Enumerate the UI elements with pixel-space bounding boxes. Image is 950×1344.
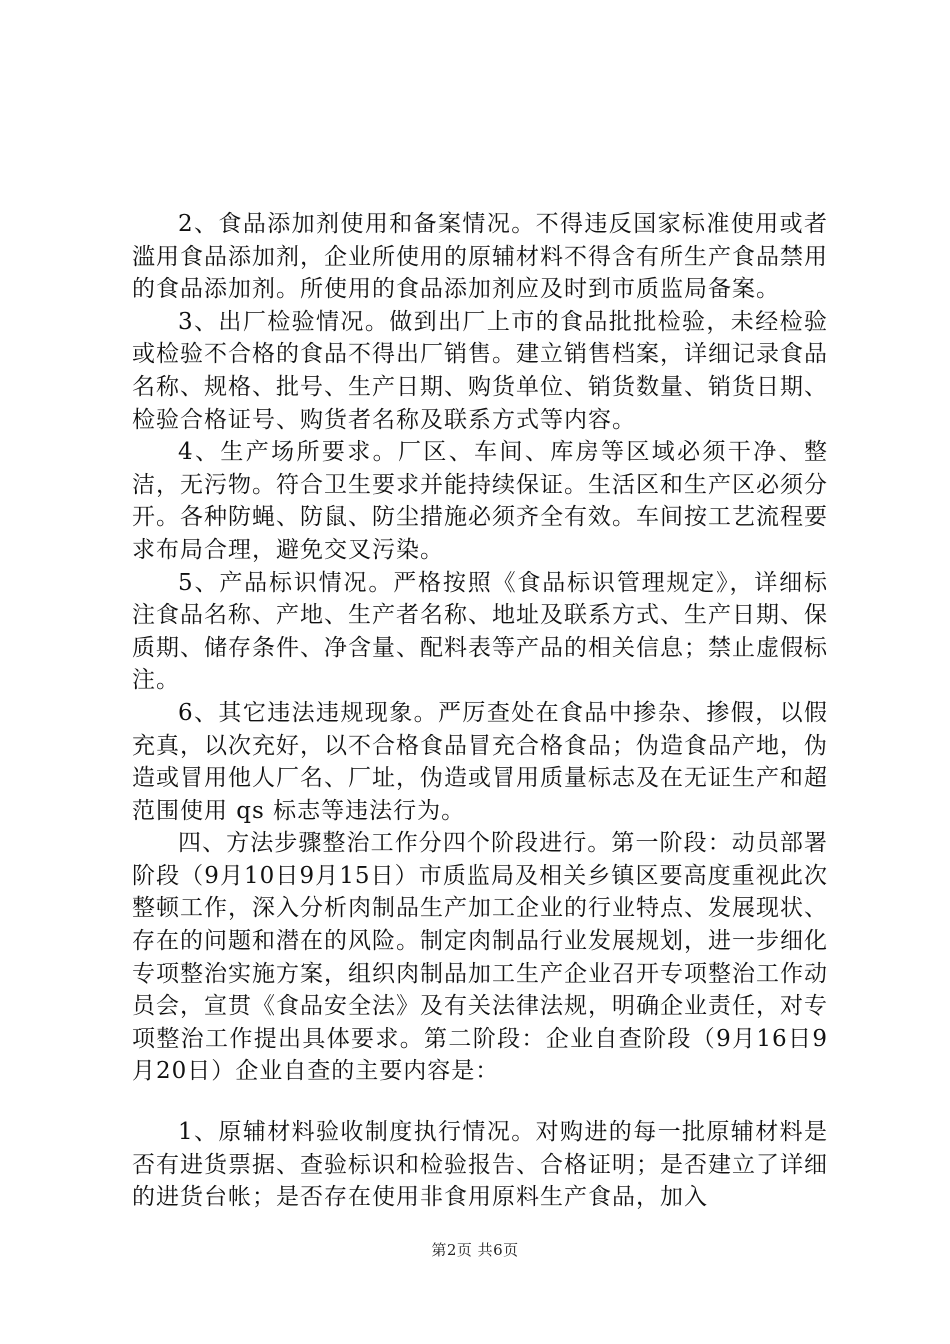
paragraph-other-violations: 6、其它违法违规现象。严厉查处在食品中掺杂、掺假，以假充真，以次充好，以不合格食品冒充合格食品；伪造食品产地，伪造或冒用他人厂名、厂址，伪造或冒用质量标志及在无证生产和超范围使用 qs 标志等违法行为。 bbox=[132, 699, 828, 824]
paragraph-production-site: 4、生产场所要求。厂区、车间、库房等区域必须干净、整洁，无污物。符合卫生要求并能持续保证。生活区和生产区必须分开。各种防蝇、防鼠、防尘措施必须齐全有效。车间按工艺流程要求布局合理，避免交叉污染。 bbox=[132, 439, 828, 563]
paragraph-product-labeling: 5、产品标识情况。严格按照《食品标识管理规定》，详细标注食品名称、产地、生产者名称、地址及联系方式、生产日期、保质期、储存条件、净含量、配料表等产品的相关信息；禁止虚假标注。 bbox=[132, 569, 828, 694]
document-body bbox=[132, 208, 828, 1214]
paragraph-food-additives: 2、食品添加剂使用和备案情况。不得违反国家标准使用或者滥用食品添加剂，企业所使用的原辅材料不得含有所生产食品禁用的食品添加剂。所使用的食品添加剂应及时到市质监局备案。 bbox=[132, 211, 828, 303]
page-number-footer: 第2页 共6页 bbox=[431, 1241, 519, 1259]
paragraph-method-steps: 四、方法步骤整治工作分四个阶段进行。第一阶段：动员部署阶段（9月10日9月15日）市质监局及相关乡镇区要高度重视此次整顿工作，深入分析肉制品生产加工企业的行业特点、发展现状、存在的问题和潜在的风险。制定肉制品行业发展规划，进一步细化专项整治实施方案，组织肉制品加工生产企业召开专项整治工作动员会，宣贯《食品安全法》及有关法律法规，明确企业责任，对专项整治工作提出具体要求。第二阶段：企业自查阶段（9月16日9月20日）企业自查的主要内容是： bbox=[132, 830, 828, 1085]
paragraph-raw-material-acceptance: 1、原辅材料验收制度执行情况。对购进的每一批原辅材料是否有进货票据、查验标识和检验报告、合格证明；是否建立了详细的进货台帐；是否存在使用非食用原料生产食品，加入 bbox=[132, 1119, 828, 1211]
paragraph-factory-inspection: 3、出厂检验情况。做到出厂上市的食品批批检验，未经检验或检验不合格的食品不得出厂销售。建立销售档案，详细记录食品名称、规格、批号、生产日期、购货单位、销货数量、销货日期、检验合格证号、购货者名称及联系方式等内容。 bbox=[132, 308, 828, 433]
